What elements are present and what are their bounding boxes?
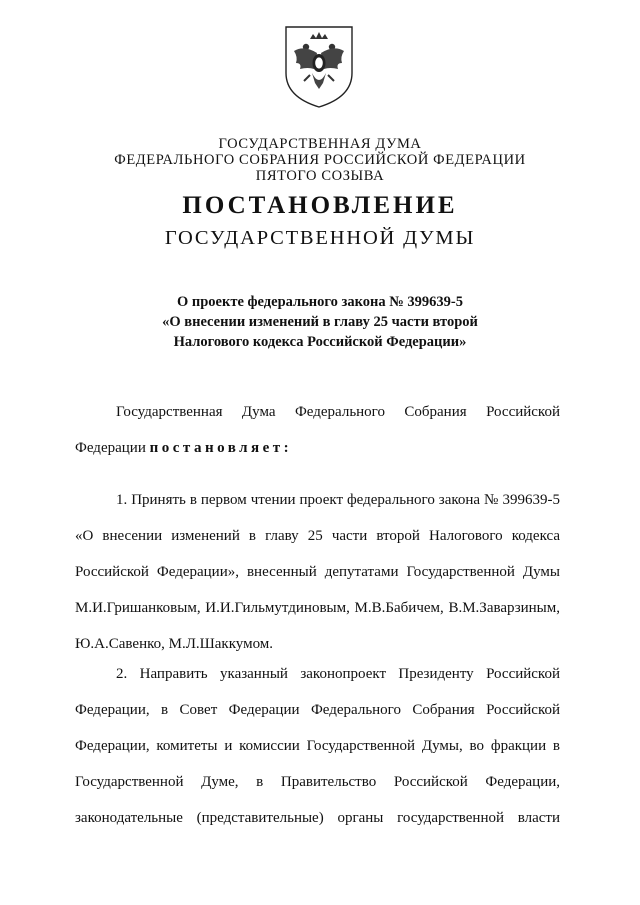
paragraph-2 xyxy=(75,664,560,844)
preamble-line: Государственная Дума Федерального Собрания Российской xyxy=(116,404,560,420)
paragraph-line: Федерации, в Совет Федерации Федерального Собрания Российской xyxy=(75,702,560,718)
paragraph-line: Российской Федерации», внесенный депутатами Государственной Думы xyxy=(75,564,560,580)
subject-line: О проекте федерального закона № 399639-5 xyxy=(176,294,464,310)
preamble-text: Федерации xyxy=(75,440,150,456)
document-issuer-title: ГОСУДАРСТВЕННОЙ ДУМЫ xyxy=(164,227,476,249)
paragraph-line: 2. Направить указанный законопроект Президенту Российской xyxy=(116,666,560,682)
header-federal-assembly: ФЕДЕРАЛЬНОГО СОБРАНИЯ РОССИЙСКОЙ ФЕДЕРАЦИИ xyxy=(114,152,526,168)
paragraph-1 xyxy=(75,490,560,670)
paragraph-line: Ю.А.Савенко, М.Л.Шаккумом. xyxy=(75,636,274,652)
paragraph-line: 1. Принять в первом чтении проект федерального закона № 399639-5 xyxy=(116,492,560,508)
resolution-subject xyxy=(0,292,640,352)
paragraph-line: «О внесении изменений в главу 25 части второй Налогового кодекса xyxy=(75,528,560,544)
subject-line: Налогового кодекса Российской Федерации» xyxy=(173,334,467,350)
paragraph-line: М.И.Гришанковым, И.И.Гильмутдиновым, М.В.Бабичем, В.М.Заварзиным, xyxy=(75,600,560,616)
preamble-line xyxy=(75,438,560,474)
subject-line: «О внесении изменений в главу 25 части второй xyxy=(162,314,478,330)
paragraph-line: законодательные (представительные) органы государственной власти xyxy=(75,810,560,826)
header-convocation: ПЯТОГО СОЗЫВА xyxy=(255,168,385,184)
paragraph-line: Государственной Думе, в Правительство Российской Федерации, xyxy=(75,774,560,790)
resolves-keyword: постановляет: xyxy=(149,440,293,456)
header-duma: ГОСУДАРСТВЕННАЯ ДУМА xyxy=(218,136,422,152)
preamble xyxy=(75,402,560,474)
paragraph-line: Федерации, комитеты и комиссии Государственной Думы, во фракции в xyxy=(75,738,560,754)
double-headed-eagle-icon xyxy=(280,23,358,109)
document-type-title: ПОСТАНОВЛЕНИЕ xyxy=(182,192,458,219)
